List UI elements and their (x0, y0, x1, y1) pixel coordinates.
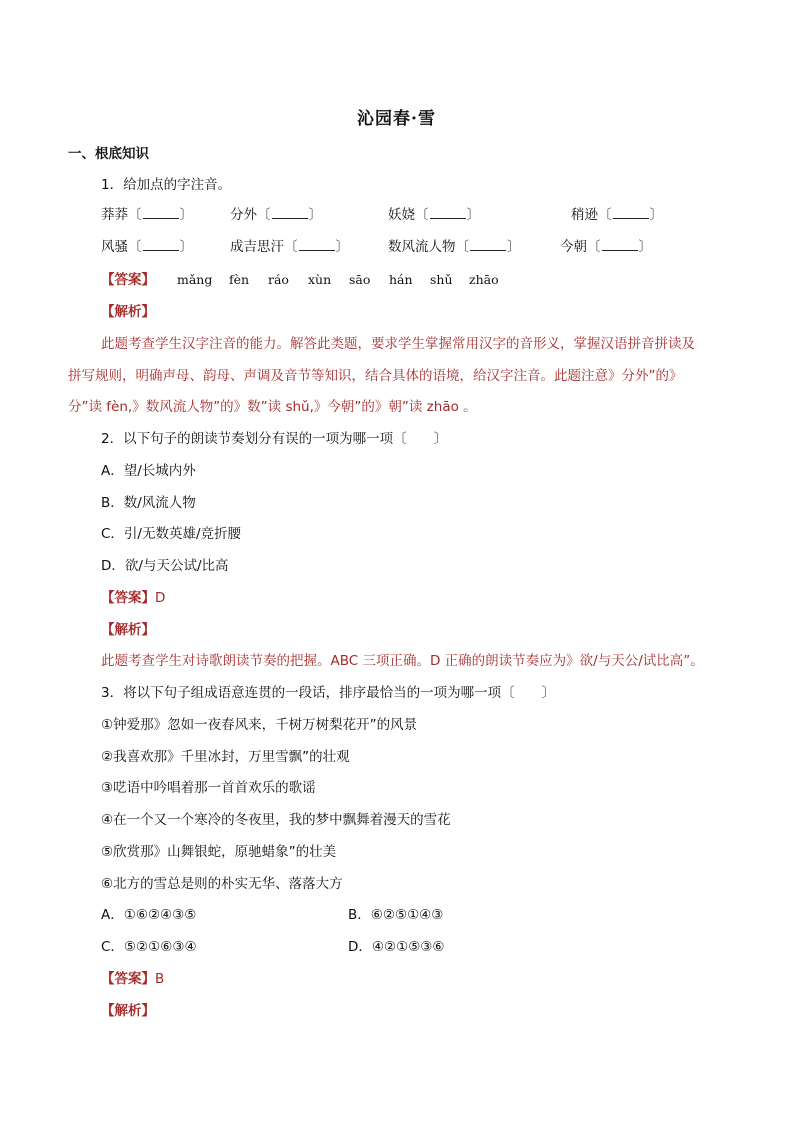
q1-analysis-line: 分”读 fèn,》数风流人物”的》数”读 shǔ,》今朝”的》朝”读 zhāo 。 (68, 399, 477, 415)
q3-sentence: ①钟爱那》忽如一夜春风来，千树万树梨花开”的风景 (101, 717, 418, 733)
q2-option: D．欲/与天公试/比高 (101, 558, 229, 574)
pinyin-answer: sāo (349, 272, 371, 287)
q3-prompt: 3．将以下句子组成语意连贯的一段话，排序最恰当的一项为哪一项〔 〕 (101, 685, 556, 701)
pinyin-answer: ráo (268, 272, 289, 287)
q1-item: 莽莽〔 〕 (101, 207, 193, 223)
pinyin-answer: fèn (229, 272, 250, 287)
q2-analysis: 此题考查学生对诗歌朗读节奏的把握。ABC 三项正确。D 正确的朗读节奏应为》欲/与天公/试比高”。 (101, 653, 704, 669)
page-title: 沁园春·雪 (357, 109, 436, 129)
q3-option: B．⑥②⑤①④③ (348, 907, 444, 923)
q2-option: B．数/风流人物 (101, 495, 196, 511)
q3-analysis-label: 【解析】 (101, 1003, 155, 1019)
q1-item: 数风流人物〔 〕 (388, 239, 521, 255)
q1-item: 稍逊〔 〕 (571, 207, 663, 223)
q1-analysis-line: 拼写规则，明确声母、韵母、声调及音节等知识，结合具体的语境，给汉字注音。此题注意》分外”的》 (68, 368, 683, 384)
pinyin-answer: mǎng (177, 272, 213, 287)
q3-sentence: ⑥北方的雪总是则的朴实无华、落落大方 (101, 876, 343, 892)
q1-prompt: 1．给加点的字注音。 (101, 177, 232, 193)
q3-option: C．⑤②①⑥③④ (101, 939, 197, 955)
q1-item: 妖娆〔 〕 (388, 207, 480, 223)
q1-item: 今朝〔 〕 (560, 239, 652, 255)
q3-sentence: ③呓语中吟唱着那一首首欢乐的歌谣 (101, 780, 316, 796)
q1-item: 成吉思汗〔 〕 (230, 239, 349, 255)
q2-answer: 【答案】D (101, 590, 166, 606)
q1-analysis-line: 此题考查学生汉字注音的能力。解答此类题，要求学生掌握常用汉字的音形义，掌握汉语拼音拼读及 (101, 336, 695, 352)
q2-analysis-label: 【解析】 (101, 622, 155, 638)
pinyin-answer: xùn (308, 272, 332, 287)
q1-answer-label: 【答案】 (101, 272, 155, 288)
pinyin-answer: shǔ (430, 272, 453, 287)
q3-sentence: ⑤欣赏那》山舞银蛇，原驰蜡象”的壮美 (101, 844, 337, 860)
q1-analysis-label: 【解析】 (101, 304, 155, 320)
q1-item: 分外〔 〕 (230, 207, 322, 223)
section-heading: 一、根底知识 (68, 146, 149, 162)
q2-option: C．引/无数英雄/竞折腰 (101, 526, 242, 542)
q2-option: A．望/长城内外 (101, 463, 196, 479)
q2-prompt: 2．以下句子的朗读节奏划分有误的一项为哪一项〔 〕 (101, 431, 448, 447)
q3-option: D．④②①⑤③⑥ (348, 939, 445, 955)
q1-item: 风骚〔 〕 (101, 239, 193, 255)
pinyin-answer: zhāo (469, 272, 499, 287)
q3-answer: 【答案】B (101, 971, 165, 987)
q3-sentence: ②我喜欢那》千里冰封，万里雪飘”的壮观 (101, 749, 350, 765)
q3-sentence: ④在一个又一个寒冷的冬夜里，我的梦中飘舞着漫天的雪花 (101, 812, 451, 828)
pinyin-answer: hán (389, 272, 413, 287)
q3-option: A．①⑥②④③⑤ (101, 907, 197, 923)
